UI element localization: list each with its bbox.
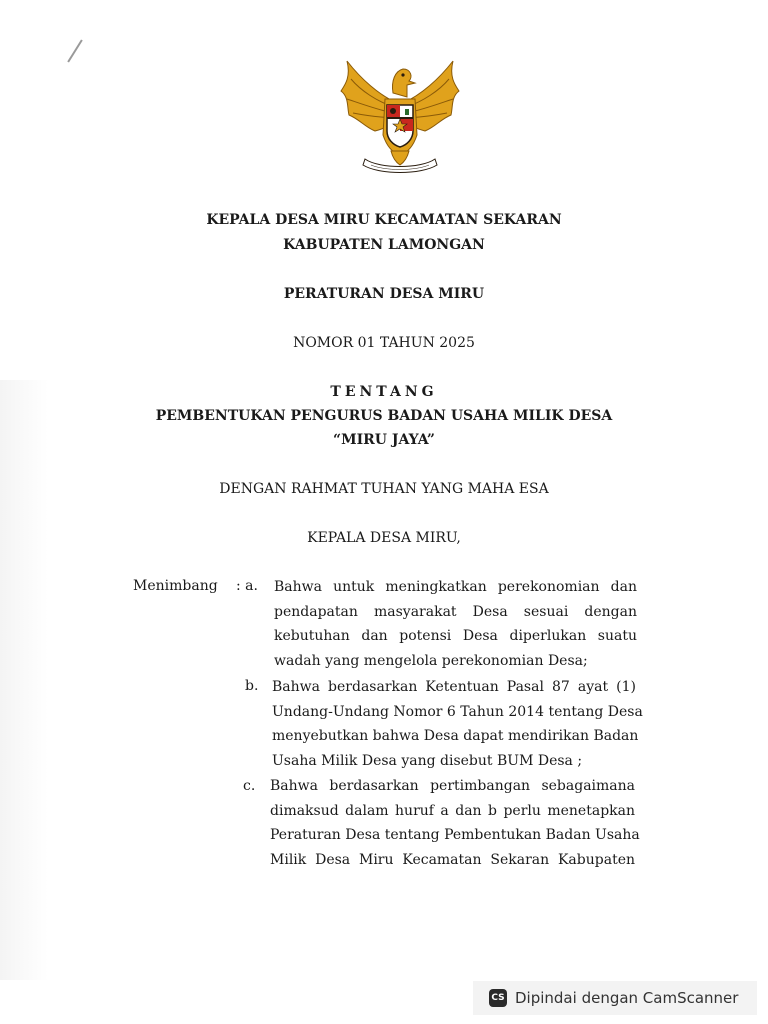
camscanner-watermark <box>473 981 757 1015</box>
item-b-line: Undang-Undang Nomor 6 Tahun 2014 tentang Desa <box>272 703 643 720</box>
item-letter-b: b. <box>245 678 259 694</box>
about-label: TENTANG <box>330 384 438 400</box>
scan-shadow-edge <box>0 380 48 980</box>
item-a-line: kebutuhan dan potensi Desa diperlukan suatu <box>274 628 637 644</box>
consideration-item-c <box>270 774 640 872</box>
item-b-line: Bahwa berdasarkan Ketentuan Pasal 87 ayat (1) <box>272 679 636 695</box>
camscanner-text: Dipindai dengan CamScanner <box>515 989 739 1007</box>
item-a-line: Bahwa untuk meningkatkan perekonomian dan <box>274 579 637 595</box>
item-c-line: Bahwa berdasarkan pertimbangan sebagaimana <box>270 778 635 794</box>
header-line-1: KEPALA DESA MIRU KECAMATAN SEKARAN <box>206 212 562 228</box>
regulation-title: PERATURAN DESA MIRU <box>283 286 485 302</box>
item-a-line: wadah yang mengelola perekonomian Desa; <box>274 652 588 669</box>
considering-label: Menimbang <box>133 578 218 594</box>
subject-line-1: PEMBENTUKAN PENGURUS BADAN USAHA MILIK DESA <box>155 408 613 424</box>
consideration-item-a <box>274 575 637 673</box>
scan-artifact-mark <box>67 39 82 62</box>
consideration-item-b <box>272 675 643 773</box>
subject-line-2: “MIRU JAYA” <box>333 432 435 448</box>
item-letter-a: : a. <box>236 578 258 594</box>
item-c-line: Milik Desa Miru Kecamatan Sekaran Kabupaten <box>270 851 635 868</box>
regulation-number: NOMOR 01 TAHUN 2025 <box>293 335 475 351</box>
garuda-pancasila-emblem-icon <box>335 55 465 180</box>
item-letter-c: c. <box>243 778 256 794</box>
item-b-line: menyebutkan bahwa Desa dapat mendirikan Badan <box>272 728 639 744</box>
issuer-line: KEPALA DESA MIRU, <box>307 530 461 546</box>
header-line-2: KABUPATEN LAMONGAN <box>283 237 485 253</box>
item-a-line: pendapatan masyarakat Desa sesuai dengan <box>274 603 637 620</box>
item-c-line: Peraturan Desa tentang Pembentukan Badan Usaha <box>270 827 640 843</box>
item-b-line: Usaha Milik Desa yang disebut BUM Desa ; <box>272 752 583 769</box>
camscanner-logo-icon: CS <box>489 989 507 1007</box>
item-c-line: dimaksud dalam huruf a dan b perlu menetapkan <box>270 802 635 819</box>
blessing-line: DENGAN RAHMAT TUHAN YANG MAHA ESA <box>219 481 549 497</box>
